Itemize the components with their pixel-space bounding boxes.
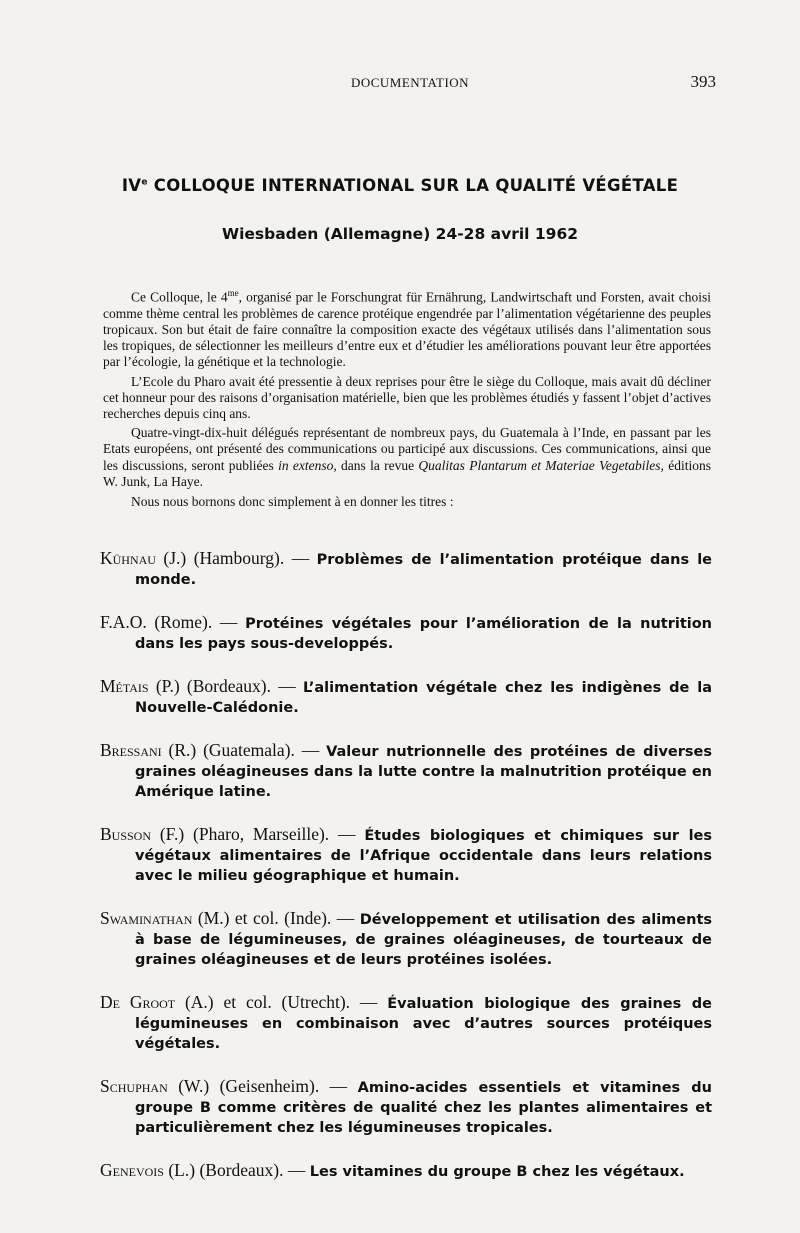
running-title: DOCUMENTATION: [350, 75, 470, 90]
reference-details: (P.) (Bordeaux).: [148, 676, 271, 696]
reference-dash: —: [331, 908, 360, 928]
page-number: 393: [690, 72, 716, 91]
intro-p3-b: dans la revue: [336, 457, 419, 473]
reference-item: [100, 824, 712, 886]
reference-author: Bressani: [100, 740, 162, 760]
reference-title: Développement et utilisation des aliments à base de légumineuses, de graines oléagineuses, de tourteaux de graines oléagineuses et de leurs protéines isolées.: [135, 912, 713, 968]
reference-title: Amino-acides essentiels et vitamines du groupe B comme critères de qualité chez les plantes alimentaires et particulièrement chez les légumineuses tropicales.: [135, 1080, 712, 1136]
reference-title: Évaluation biologique des graines de légumineuses en combinaison avec d’autres sources protéiques végétales.: [135, 996, 713, 1052]
reference-author: Kühnau: [100, 548, 156, 568]
reference-details: (M.) et col. (Inde).: [192, 908, 332, 928]
reference-dash: —: [319, 1076, 358, 1096]
intro-p3-a: Quatre-vingt-dix-huit délégués représentant de nombreux pays, du Guatemala à l’Inde, en passant par les Etats européens, ont présenté des communications ou participé aux discussions. Ces communications, ainsi que les discussions, seront publiées: [103, 425, 711, 473]
reference-dash: —: [284, 548, 317, 568]
reference-title: L’alimentation végétale chez les indigènes de la Nouvelle-Calédonie.: [135, 680, 713, 716]
reference-details: (F.) (Pharo, Marseille).: [151, 824, 330, 844]
reference-details: (W.) (Geisenheim).: [167, 1076, 320, 1096]
reference-item: [100, 992, 712, 1054]
article-title: [60, 176, 740, 195]
title-prefix: IV: [121, 176, 142, 195]
title-superscript: e: [141, 177, 148, 188]
reference-item: [100, 612, 712, 654]
intro-p3-italic-1: in extenso,: [278, 457, 337, 473]
reference-dash: —: [350, 992, 388, 1012]
reference-details: (J.) (Hambourg).: [155, 548, 285, 568]
reference-title: Études biologiques et chimiques sur les végétaux alimentaires de l’Afrique occidentale dans leurs relations avec le milieu géographique et humain.: [135, 828, 712, 884]
reference-dash: —: [283, 1160, 310, 1180]
reference-title: Valeur nutrionnelle des protéines de diverses graines oléagineuses dans la lutte contre la malnutrition protéique en Amérique latine.: [135, 744, 713, 800]
reference-dash: —: [329, 824, 365, 844]
reference-author: F.A.O.: [100, 612, 147, 632]
reference-item: [100, 908, 712, 970]
reference-list: [100, 548, 712, 1204]
running-header: [0, 72, 800, 92]
intro-paragraph-2: L’Ecole du Pharo avait été pressentie à deux reprises pour être le siège du Colloque, mais avait dû décliner cet honneur pour des raisons d’organisation matérielle, bien que les problèmes étudiés y fassent l’objet d’actives recherches depuis cinq ans.: [103, 373, 711, 421]
article-subtitle: Wiesbaden (Allemagne) 24-28 avril 1962: [221, 225, 579, 243]
intro-text: [103, 285, 711, 513]
intro-paragraph-4: Nous nous bornons donc simplement à en donner les titres :: [131, 493, 454, 509]
reference-title: Protéines végétales pour l’amélioration de la nutrition dans les pays sous-developpés.: [135, 616, 713, 652]
reference-item: [100, 1160, 712, 1182]
reference-item: [100, 1076, 712, 1138]
reference-details: (Rome).: [146, 612, 213, 632]
intro-p1-sup: me: [227, 288, 239, 298]
reference-item: [100, 548, 712, 590]
reference-details: (L.) (Bordeaux).: [163, 1160, 284, 1180]
reference-dash: —: [270, 676, 303, 696]
intro-paragraph-1: [103, 285, 711, 371]
reference-author: Schuphan: [100, 1076, 168, 1096]
reference-title: Problèmes de l’alimentation protéique dans le monde.: [135, 552, 713, 588]
reference-title: Les vitamines du groupe B chez les végétaux.: [309, 1164, 685, 1180]
reference-item: [100, 676, 712, 718]
reference-item: [100, 740, 712, 802]
reference-author: Swaminathan: [100, 908, 193, 928]
reference-details: (A.) et col. (Utrecht).: [175, 992, 351, 1012]
reference-author: Métais: [100, 676, 149, 696]
reference-author: Busson: [100, 824, 152, 844]
reference-author: Genevois: [100, 1160, 164, 1180]
intro-p1-b: , organisé par le Forschungrat für Ernährung, Landwirtschaft und Forsten, avait choisi comme thème central les problèmes de carence protéique engendrée par l’alimentation végétarienne des peuples tropicaux. Son but était de faire connaître la composition exacte des végétaux utilisés dans l’alimentation sous les tropiques, de sélectionner les meilleurs d’entre eux et d’étudier les améliorations pouvant leur être apportées par l’écologie, la génétique et la technologie.: [103, 289, 711, 370]
intro-paragraph-3: [103, 425, 711, 490]
reference-dash: —: [212, 612, 246, 632]
title-main: COLLOQUE INTERNATIONAL SUR LA QUALITÉ VÉGÉTALE: [147, 176, 679, 195]
intro-p1-a: Ce Colloque, le 4: [131, 289, 228, 305]
intro-p3-c: éditions W. Junk, La Haye.: [103, 457, 711, 489]
reference-details: (R.) (Guatemala).: [161, 740, 295, 760]
reference-dash: —: [294, 740, 327, 760]
reference-author: De Groot: [100, 992, 176, 1012]
intro-p3-italic-2: Qualitas Plantarum et Materiae Vegetabiles,: [418, 457, 664, 473]
